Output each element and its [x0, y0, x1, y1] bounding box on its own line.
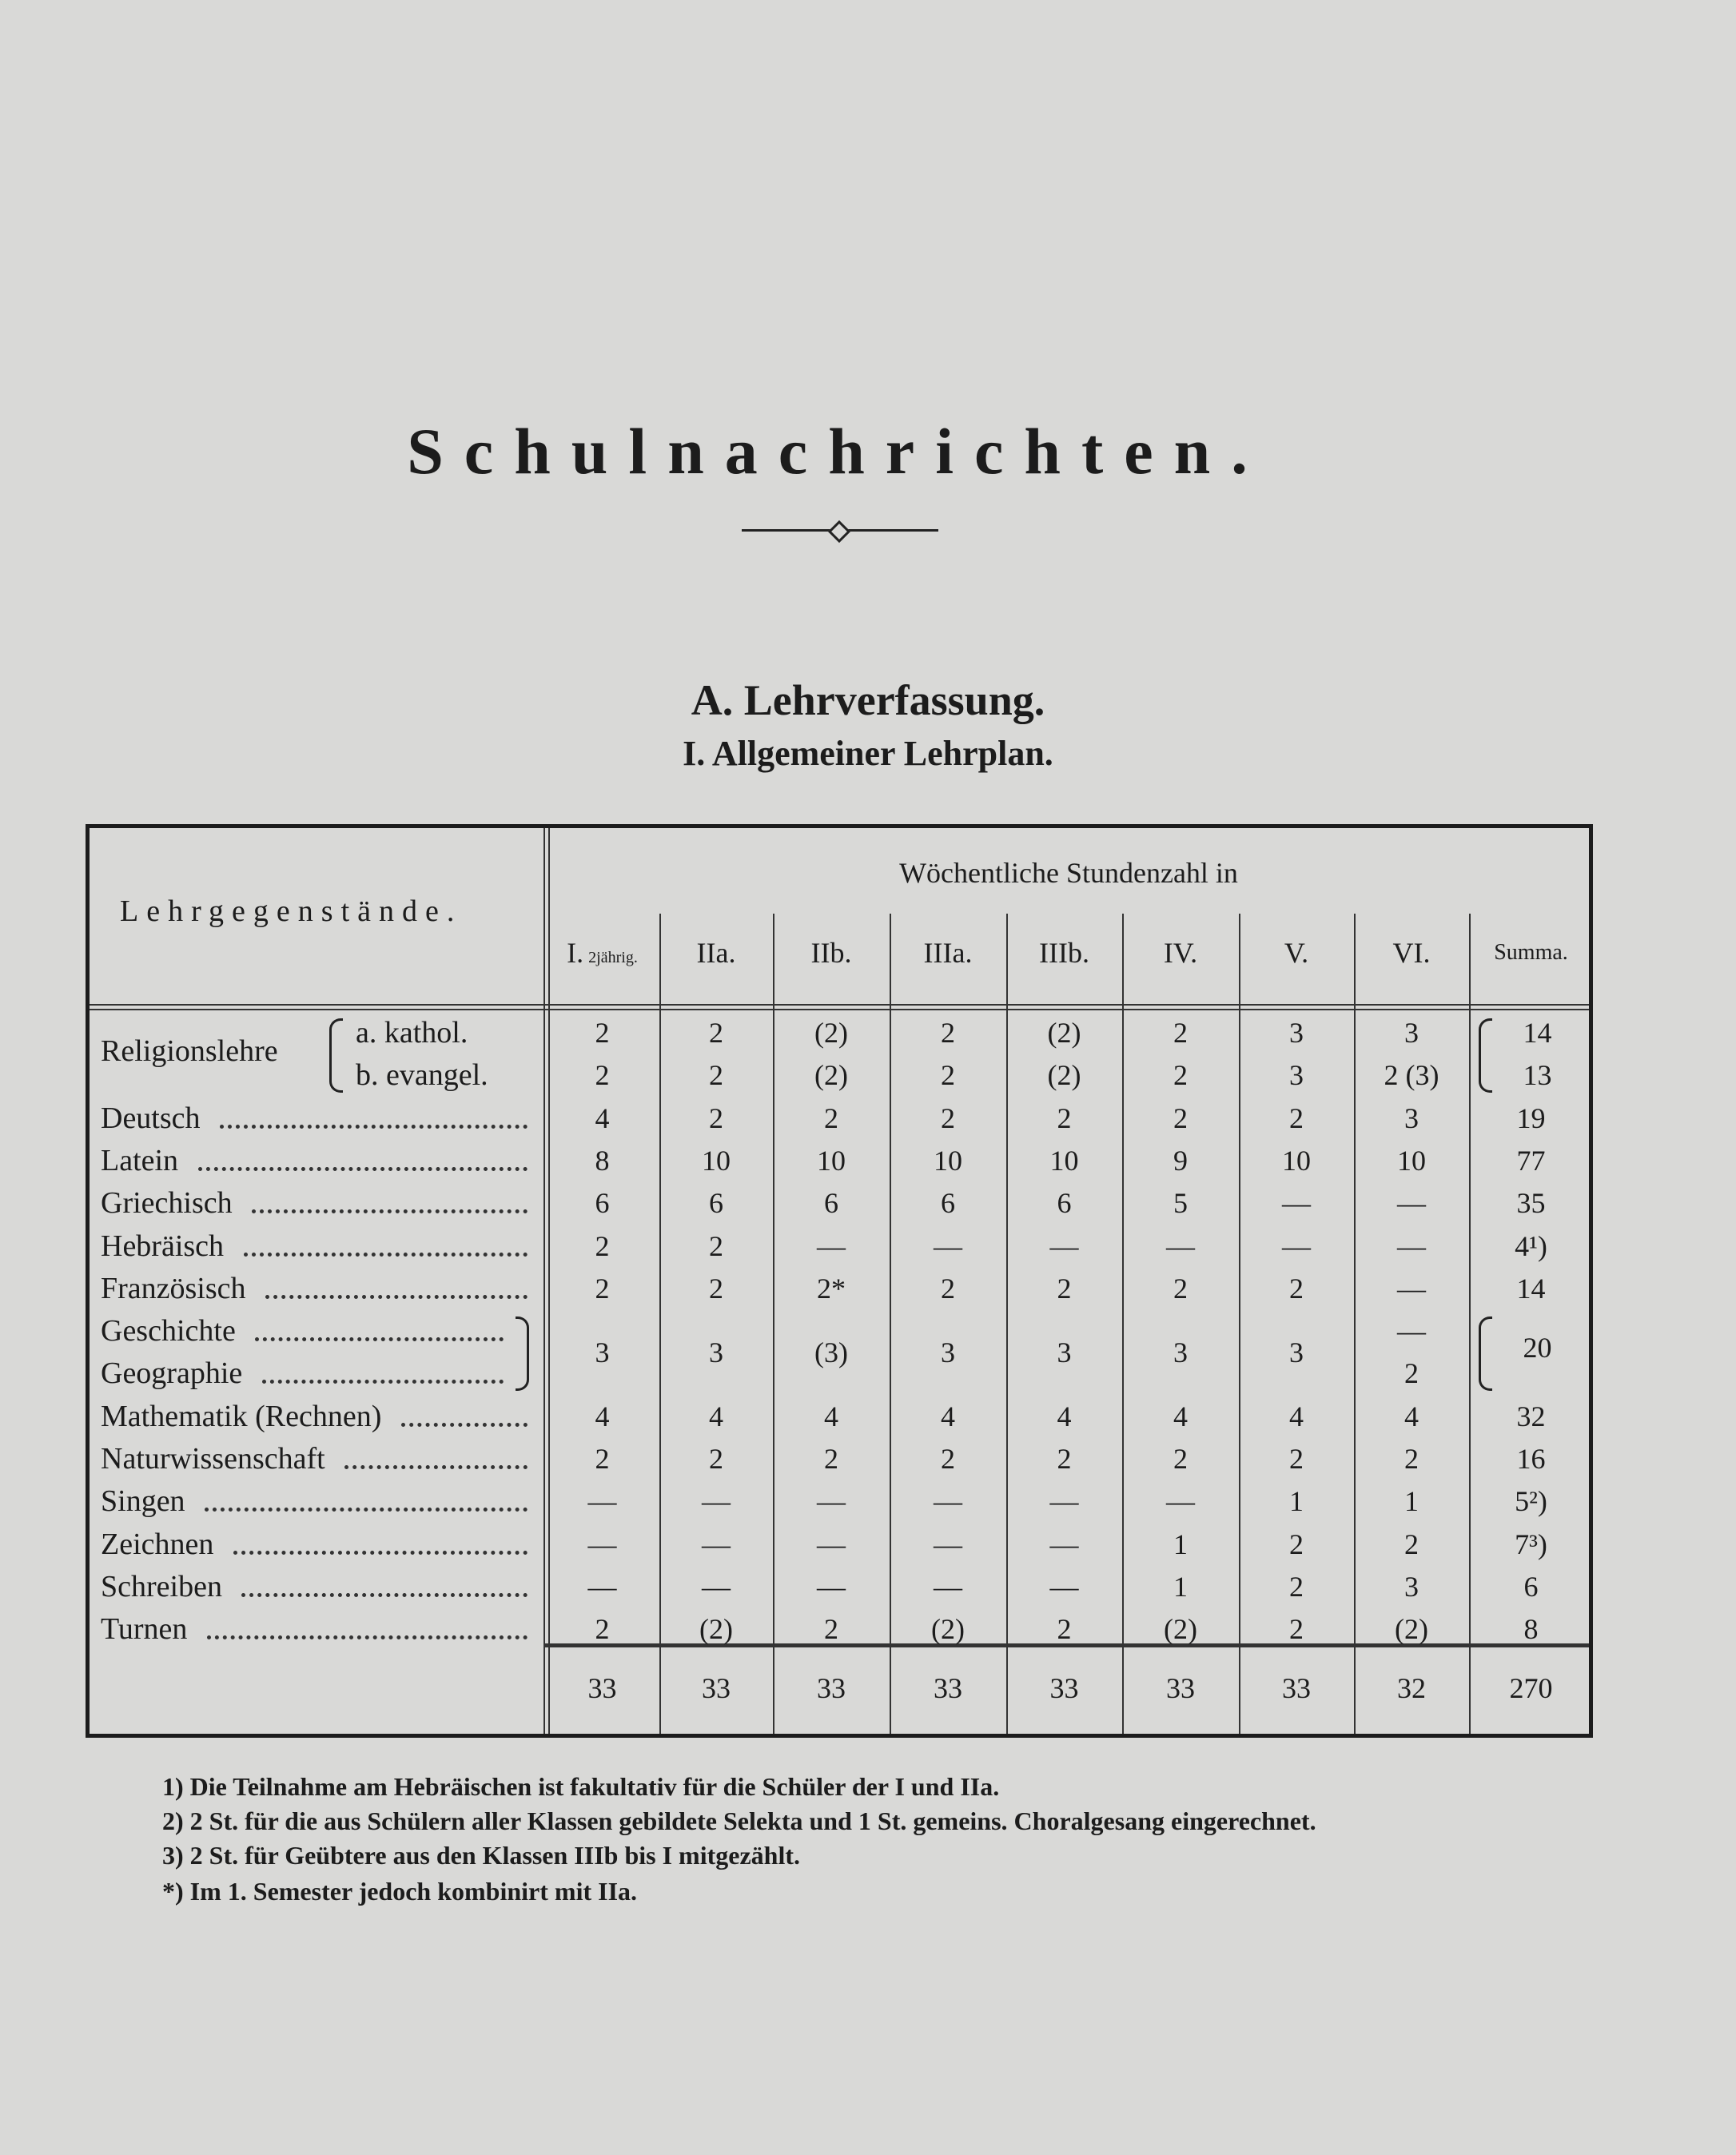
table-cell: (2) — [699, 1613, 733, 1646]
table-cell: 2 — [1289, 1570, 1304, 1603]
footnote: 1) Die Teilnahme am Hebräischen ist fakultativ für die Schüler der I und IIa. — [162, 1772, 1000, 1801]
table-cell: 4 — [1404, 1400, 1419, 1432]
table-cell: — — [587, 1570, 617, 1603]
table-cell: — — [1397, 1187, 1426, 1220]
table-cell: 4 — [1057, 1400, 1072, 1432]
table-cell: — — [934, 1528, 962, 1560]
column-header — [659, 937, 773, 969]
column-header-label: IV. — [1163, 937, 1198, 969]
table-cell: 3 — [709, 1336, 723, 1368]
table-cell: — — [934, 1570, 962, 1603]
table-cell: 77 — [1516, 1144, 1546, 1177]
table-cell: 10 — [934, 1144, 962, 1177]
table-cell: 3 — [1289, 1059, 1304, 1092]
leader-dots — [255, 1337, 504, 1341]
table-cell: — — [934, 1485, 962, 1518]
table-cell: (2) — [1395, 1613, 1428, 1646]
table-cell: — — [1049, 1229, 1079, 1262]
column-header — [1006, 937, 1122, 969]
table-cell: — — [1397, 1229, 1426, 1262]
leader-dots — [198, 1167, 528, 1171]
page-title: Schulnachrichten. — [407, 415, 1268, 488]
header-divider — [90, 1004, 1589, 1006]
header-divider — [90, 1009, 1589, 1010]
table-cell: 14 — [1516, 1272, 1546, 1305]
table-cell: 2 — [709, 1101, 723, 1134]
column-divider — [1469, 914, 1471, 1734]
column-header-label: IIIa. — [923, 937, 973, 969]
table-cell: (2) — [931, 1613, 965, 1646]
table-cell: 1 — [1173, 1570, 1188, 1603]
table-cell: 3 — [1173, 1336, 1188, 1368]
total-cell: 33 — [817, 1672, 846, 1704]
leader-dots — [252, 1209, 528, 1213]
section-heading: A. Lehrverfassung. — [691, 676, 1045, 724]
table-cell: 4 — [824, 1400, 838, 1432]
table-cell: 2 — [1404, 1528, 1419, 1560]
column-note: 2jährig. — [588, 949, 638, 966]
table-cell: 5 — [1173, 1187, 1188, 1220]
table-cell: 6 — [941, 1187, 955, 1220]
table-cell: 6 — [595, 1187, 610, 1220]
table-cell: 4 — [709, 1400, 723, 1432]
table-cell: — — [1397, 1272, 1426, 1305]
table-cell: 4¹) — [1515, 1229, 1547, 1262]
table-cell: 10 — [702, 1144, 731, 1177]
table-cell: 2 — [1289, 1101, 1304, 1134]
row-label: Geschichte — [101, 1314, 236, 1348]
table-cell: 7³) — [1515, 1528, 1547, 1560]
table-cell: 2 — [595, 1613, 610, 1646]
total-cell: 33 — [1049, 1672, 1079, 1704]
table-cell: 16 — [1516, 1443, 1546, 1475]
column-header — [1239, 937, 1354, 969]
table-cell: 8 — [595, 1144, 610, 1177]
group-header: Wöchentliche Stundenzahl in — [899, 857, 1238, 889]
column-header — [545, 937, 659, 974]
leader-dots — [344, 1465, 528, 1469]
table-cell: 2 — [595, 1443, 610, 1475]
column-header — [773, 937, 890, 969]
table-cell: 2 (3) — [1384, 1059, 1439, 1092]
table-cell: 3 — [1289, 1017, 1304, 1049]
row-label: Deutsch — [101, 1101, 201, 1135]
table-cell: 2 — [709, 1017, 723, 1049]
column-header — [1354, 937, 1469, 969]
table-cell: 2 — [824, 1101, 838, 1134]
table-cell: 6 — [1523, 1570, 1539, 1603]
table-cell: — — [817, 1528, 846, 1560]
brace-icon — [516, 1317, 529, 1391]
table-cell: — — [934, 1229, 962, 1262]
table-cell: 2 — [595, 1229, 610, 1262]
column-header — [890, 937, 1006, 969]
table-cell: — — [702, 1570, 731, 1603]
total-cell: 33 — [1166, 1672, 1195, 1704]
table-cell: 2 — [709, 1059, 723, 1092]
table-cell: 4 — [1173, 1400, 1188, 1432]
column-header-label: I. — [567, 937, 584, 969]
row-label: Singen — [101, 1484, 185, 1519]
table-cell: 2* — [817, 1272, 846, 1305]
table-cell: 13 — [1523, 1059, 1552, 1092]
table-cell: (2) — [814, 1059, 848, 1092]
table-cell: 1 — [1289, 1485, 1304, 1518]
table-cell: 9 — [1173, 1144, 1188, 1177]
table-cell: 6 — [824, 1187, 838, 1220]
total-cell: 270 — [1509, 1672, 1553, 1704]
table-cell: 2 — [1173, 1443, 1188, 1475]
column-header-label: IIb. — [810, 937, 852, 969]
table-cell: 2 — [941, 1059, 955, 1092]
row-label: Latein — [101, 1143, 179, 1177]
table-cell: 2 — [709, 1443, 723, 1475]
table-cell: 2 — [1057, 1101, 1072, 1134]
table-cell: 5²) — [1515, 1485, 1547, 1518]
footnote: 2) 2 St. für die aus Schülern aller Klassen gebildete Selekta und 1 St. gemeins. Choralgesang eingerechnet. — [162, 1806, 1316, 1835]
table-cell: 1 — [1404, 1485, 1419, 1518]
table-cell: — — [1049, 1528, 1079, 1560]
table-cell: 4 — [1289, 1400, 1304, 1432]
leader-dots — [207, 1635, 528, 1639]
total-cell: 33 — [587, 1672, 617, 1704]
ornament-diamond-icon — [828, 520, 850, 543]
column-header — [1122, 937, 1239, 969]
total-cell: 33 — [934, 1672, 962, 1704]
table-cell: 2 — [824, 1613, 838, 1646]
leader-dots — [233, 1551, 528, 1555]
table-cell: 4 — [595, 1400, 610, 1432]
table-cell: 2 — [1057, 1443, 1072, 1475]
table-cell: — — [587, 1485, 617, 1518]
table-cell: 2 — [1173, 1017, 1188, 1049]
table-cell: 3 — [941, 1336, 955, 1368]
table-cell: 19 — [1516, 1101, 1546, 1134]
table-cell: 2 — [1173, 1101, 1188, 1134]
table-cell: 3 — [1404, 1101, 1419, 1134]
table-cell: 2 — [1289, 1272, 1304, 1305]
table-cell: — — [587, 1528, 617, 1560]
row-label: b. evangel. — [356, 1058, 488, 1093]
table-cell: 2 — [595, 1272, 610, 1305]
table-cell: 2 — [1173, 1059, 1188, 1092]
row-label: a. kathol. — [356, 1016, 468, 1050]
total-cell: 32 — [1397, 1672, 1426, 1704]
table-cell: 10 — [1282, 1144, 1311, 1177]
table-cell: 2 — [941, 1443, 955, 1475]
table-cell: 2 — [1173, 1272, 1188, 1305]
table-cell: (3) — [814, 1336, 848, 1368]
table-cell: — — [1397, 1315, 1426, 1348]
table-cell: 3 — [1057, 1336, 1072, 1368]
row-label: Zeichnen — [101, 1527, 214, 1561]
table-cell: 2 — [824, 1443, 838, 1475]
table-cell: — — [702, 1485, 731, 1518]
subsection-heading: I. Allgemeiner Lehrplan. — [683, 734, 1053, 773]
table-cell: 2 — [1289, 1528, 1304, 1560]
table-cell: 35 — [1516, 1187, 1546, 1220]
column-header-label: IIIb. — [1039, 937, 1089, 969]
table-cell: — — [817, 1229, 846, 1262]
row-label: Geographie — [101, 1356, 243, 1391]
row-label: Schreiben — [101, 1569, 222, 1603]
table-cell: 6 — [1057, 1187, 1072, 1220]
table-cell: — — [1282, 1187, 1311, 1220]
table-cell: 2 — [709, 1229, 723, 1262]
leader-dots — [401, 1423, 528, 1427]
leader-dots — [220, 1125, 528, 1129]
table-cell: — — [817, 1485, 846, 1518]
row-label: Französisch — [101, 1271, 246, 1305]
table-cell: — — [817, 1570, 846, 1603]
table-cell: 2 — [1289, 1613, 1304, 1646]
footnote: *) Im 1. Semester jedoch kombinirt mit IIa. — [162, 1877, 638, 1906]
table-cell: 2 — [1057, 1613, 1072, 1646]
leader-dots — [205, 1508, 528, 1512]
table-cell: 2 — [1404, 1443, 1419, 1475]
table-cell: 2 — [941, 1272, 955, 1305]
table-cell: 2 — [595, 1059, 610, 1092]
table-cell: 32 — [1516, 1400, 1546, 1432]
column-header-label: VI. — [1392, 937, 1431, 969]
table-cell: 2 — [941, 1017, 955, 1049]
column-header-label: V. — [1284, 937, 1309, 969]
leader-dots — [262, 1380, 504, 1384]
table-cell: 2 — [1404, 1357, 1419, 1390]
table-cell: 2 — [1057, 1272, 1072, 1305]
table-cell: 3 — [1404, 1570, 1419, 1603]
table-cell: 2 — [941, 1101, 955, 1134]
row-label: Turnen — [101, 1612, 188, 1647]
table-cell: 4 — [595, 1101, 610, 1134]
table-cell: 8 — [1523, 1613, 1539, 1646]
table-cell: — — [1166, 1485, 1195, 1518]
table-cell: 2 — [595, 1017, 610, 1049]
table-cell: 2 — [709, 1272, 723, 1305]
table-cell: (2) — [1164, 1613, 1197, 1646]
table-cell: 3 — [1404, 1017, 1419, 1049]
column-header-label: IIa. — [696, 937, 736, 969]
brace-icon — [329, 1018, 343, 1093]
leader-dots — [265, 1295, 528, 1299]
table-cell: 20 — [1523, 1331, 1552, 1364]
leader-dots — [241, 1593, 528, 1597]
row-label: Hebräisch — [101, 1229, 225, 1263]
table-cell: 2 — [1289, 1443, 1304, 1475]
total-cell: 33 — [702, 1672, 731, 1704]
table-cell: 10 — [1049, 1144, 1079, 1177]
table-cell: — — [1049, 1485, 1079, 1518]
table-cell: 10 — [1397, 1144, 1426, 1177]
table-cell: — — [1166, 1229, 1195, 1262]
column-header-label: Summa. — [1494, 940, 1568, 965]
footnote: 3) 2 St. für Geübtere aus den Klassen IIIb bis I mitgezählt. — [162, 1841, 800, 1870]
table-cell: 1 — [1173, 1528, 1188, 1560]
total-cell: 33 — [1282, 1672, 1311, 1704]
table-cell: — — [702, 1528, 731, 1560]
table-cell: 6 — [709, 1187, 723, 1220]
table-cell: 14 — [1523, 1017, 1552, 1049]
column-header — [1469, 937, 1593, 969]
table-cell: 10 — [817, 1144, 846, 1177]
table-cell: — — [1049, 1570, 1079, 1603]
row-label: Naturwissenschaft — [101, 1442, 325, 1476]
row-label: Griechisch — [101, 1186, 233, 1221]
table-cell: 3 — [1289, 1336, 1304, 1368]
table-cell: (2) — [1047, 1017, 1081, 1049]
table-cell: 3 — [595, 1336, 610, 1368]
table-cell: (2) — [814, 1017, 848, 1049]
table-cell: — — [1282, 1229, 1311, 1262]
leader-dots — [244, 1253, 528, 1257]
religion-label: Religionslehre — [101, 1034, 278, 1068]
table-cell: (2) — [1047, 1059, 1081, 1092]
subject-header: Lehrgegenstände. — [120, 894, 463, 928]
table-cell: 4 — [941, 1400, 955, 1432]
row-label: Mathematik (Rechnen) — [101, 1399, 382, 1433]
